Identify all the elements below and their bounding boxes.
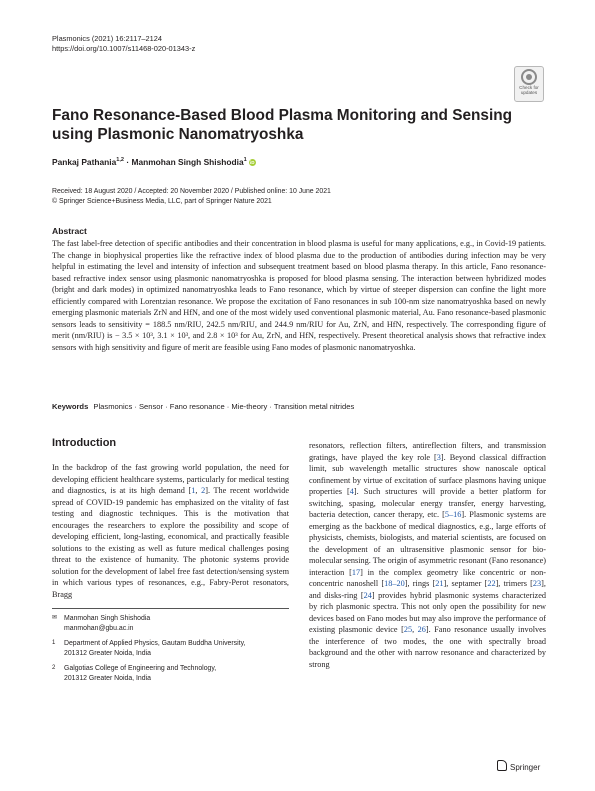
- badge-line1: Check for: [519, 85, 539, 90]
- dates-line: Received: 18 August 2020 / Accepted: 20 November 2020 / Published online: 10 June 2021: [52, 188, 331, 195]
- affiliation-line: 201312 Greater Noida, India: [64, 674, 151, 682]
- affiliation-line: 201312 Greater Noida, India: [64, 649, 151, 657]
- affiliation-line: Department of Applied Physics, Gautam Buddha University,: [64, 640, 246, 647]
- journal-header: [52, 34, 195, 54]
- badge-line2: updates: [520, 90, 538, 95]
- citation-link[interactable]: 18–20: [384, 579, 405, 588]
- springer-horse-icon: [497, 760, 507, 771]
- keywords: [52, 402, 354, 411]
- journal-citation: Plasmonics (2021) 16:2117–2124: [52, 34, 162, 43]
- text-run: ] in the complex geometry like concentric or non-concentric nanoshell [: [309, 567, 546, 588]
- text-run: ], trimers [: [495, 579, 533, 588]
- paper-title: Fano Resonance-Based Blood Plasma Monitoring and Sensing using Plasmonic Nanomatryoshka: [52, 107, 513, 143]
- text-run: ] provides hybrid plasmonic systems characterized by rich plasmonic spectra. This not only open the possibility for new devices based on Fano modes but may also improve the performance of existing plasmonic device [: [309, 590, 546, 634]
- citation-link[interactable]: 26: [417, 625, 426, 634]
- affiliation-1: [52, 639, 289, 658]
- check-for-updates-badge[interactable]: [514, 66, 544, 102]
- doi-link[interactable]: https://doi.org/10.1007/s11468-020-01343-z: [52, 44, 196, 53]
- abstract-body: [52, 238, 546, 353]
- author-affiliation-mark: 1,2: [116, 157, 125, 164]
- citation-link[interactable]: 24: [363, 590, 372, 600]
- text-run: ,: [412, 625, 418, 634]
- orcid-icon[interactable]: iD: [250, 160, 255, 165]
- citation-link[interactable]: 22: [487, 579, 496, 588]
- affiliation-line: Galgotias College of Engineering and Technology,: [64, 665, 217, 672]
- affiliation-mark: 2: [52, 665, 56, 671]
- keywords-label: Keywords: [52, 402, 89, 411]
- abstract-text: The fast label-free detection of specific antibodies and their concentration in blood plasma is useful for many applications, e.g., in Covid-19 patients. The change in biophysical properties like the refractive index of blood plasma due to the production of antibodies during infection may be very helpful in estimating the level and intensity of infection and subsequent treatment based on blood plasma therapy. In this article, Fano resonance-based refractive index sensor using plasmonic nanomatryoshka is proposed for blood plasma sensing. The interaction between hybridized modes (bright and dark modes) in optimized nanomatryoshka leads to Fano resonance, which by virtue of steeper dispersion can confine the light more efficiently compared with Lorentzian resonance. We propose the excitation of Fano resonances in sub 100-nm size nanomatryoshka based on newly emerging plasmonic materials ZrN and HfN, and one of the most widely used conventional plasmonic material, Au. Fano resonance-based plasmonic sensors leads to sensitivity = 188.5 nm/RIU, 242.5 nm/RIU, and 244.9 nm/RIU for Au, ZrN, and HfN, respectively. The corresponding figure of merit (nm/RIU) is − 3.5 × 10³, 3.1 × 10³, and 2.8 × 10³ for Au, ZrN, and HfN, respectively. Present theoretical analysis shows that refractive index sensors with high sensitivity and figure of merit are feasible using Fano modes of plasmonic nanomatryoshka.: [52, 239, 546, 352]
- text-run: ,: [195, 486, 202, 495]
- author-name[interactable]: Pankaj Pathania: [52, 157, 117, 167]
- author-list: [52, 157, 256, 167]
- affiliation-2: [52, 664, 289, 683]
- citation-link[interactable]: 23: [532, 579, 542, 588]
- author-separator: ·: [124, 157, 132, 167]
- publication-dates: [52, 187, 331, 207]
- publisher-name: Springer: [510, 763, 541, 772]
- citation-link[interactable]: 3: [436, 452, 441, 462]
- citation-link[interactable]: 1: [191, 486, 196, 495]
- paragraph: [52, 462, 289, 600]
- footnote-divider: [52, 608, 289, 609]
- citation-link[interactable]: 4: [349, 487, 354, 496]
- abstract-heading: Abstract: [52, 226, 87, 236]
- check-updates-icon: [521, 69, 537, 85]
- text-run: ], and disks-ring [: [309, 579, 546, 600]
- citation-link[interactable]: 2: [201, 486, 206, 495]
- text-run: ]. Plasmonic systems are emerging as the backbone of medical diagnostics, e.g., large efforts of physicists, chemists, biologists, and material scientists, are focused on the development of an ultrasensitive plasmonic sensor for bio-molecular sensing. The origin of asymmetric resonant (Fano resonance) interaction [: [309, 510, 546, 577]
- body-column-right: [309, 440, 546, 670]
- corresponding-author-name: Manmohan Singh Shishodia: [64, 615, 151, 622]
- text-run: In the backdrop of the fast growing world population, the need for developing efficient healthcare systems, particularly for medical testing and diagnostics, is at its high demand [: [52, 463, 289, 495]
- text-run: ]. The recent worldwide spread of COVID-19 pandemic has emphasized on the vitality of fast testing and diagnostic techniques. This is the motivation that encourages the researchers to explore the possibility and scope of developing efficient, long-lasting, economical, and practically feasible solutions to the existing as well as future medical challenges posing threat to the existence of humanity. The photonic systems provide solution for the development of label free fast detection/sensing system in which various types of resonances, e.g., Fabry-Perot resonators, Bragg: [52, 486, 289, 599]
- author-affiliation-mark: 1: [243, 157, 247, 164]
- footnotes: [52, 614, 289, 689]
- corresponding-author-email[interactable]: manmohan@gbu.ac.in: [64, 624, 134, 632]
- author-name[interactable]: Manmohan Singh Shishodia: [131, 157, 244, 167]
- citation-link[interactable]: 17: [351, 567, 361, 577]
- copyright-line: © Springer Science+Business Media, LLC, part of Springer Nature 2021: [52, 198, 272, 205]
- citation-link[interactable]: 5–16: [444, 510, 462, 519]
- keywords-list: Plasmonics · Sensor · Fano resonance · Mie-theory · Transition metal nitrides: [93, 402, 355, 411]
- envelope-icon: ✉: [52, 615, 58, 621]
- text-run: ], septamer [: [443, 579, 488, 588]
- text-run: resonators, reflection filters, antireflection filters, and transmission gratings, have played the key role [: [309, 441, 546, 462]
- affiliation-mark: 1: [52, 640, 56, 646]
- paragraph: [309, 440, 546, 670]
- citation-link[interactable]: 21: [435, 579, 444, 588]
- text-run: ]. Such structures will provide a better platform for switching, spasing, molecular energy transfer, energy harvesting, bacteria detection, cancer therapy, etc. [: [309, 487, 546, 519]
- text-run: ]. Beyond classical diffraction limit, sub wavelength metallic structures show nanoscale optical confinement by virtue of excitation of surface plasmons having unique properties [: [309, 452, 546, 496]
- publisher-logo: [497, 760, 540, 772]
- body-column-left: [52, 462, 289, 600]
- text-run: ]. Fano resonance usually involves the interference of two modes, the one with spectrally broad background and the other with narrow resonance and characterized by strong: [309, 625, 547, 669]
- corresponding-author: [52, 614, 289, 633]
- section-heading-introduction: Introduction: [52, 437, 117, 449]
- text-run: ], rings [: [404, 579, 436, 588]
- citation-link[interactable]: 25: [403, 625, 413, 634]
